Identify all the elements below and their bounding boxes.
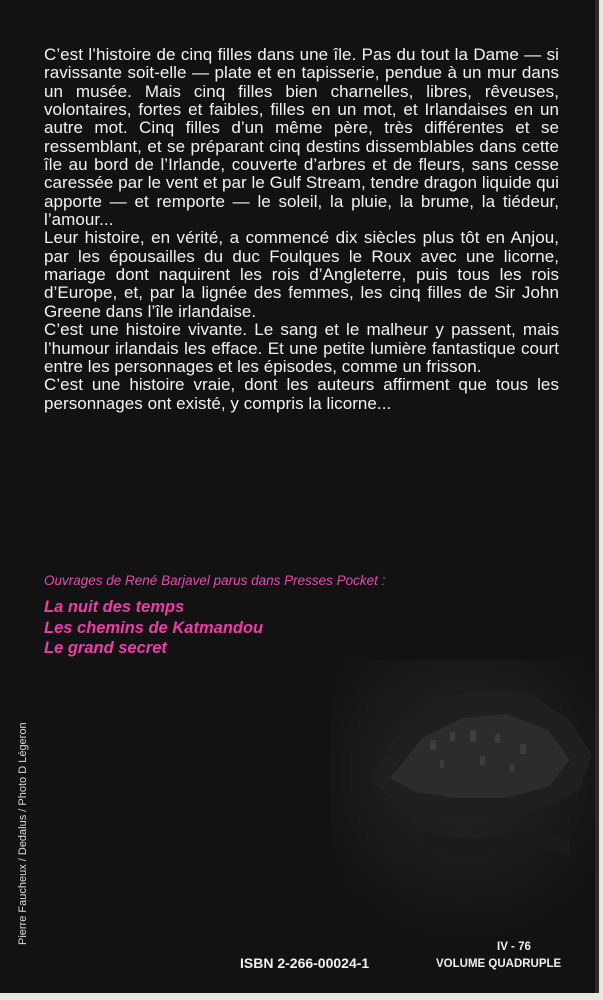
volume-label: VOLUME QUADRUPLE [436, 958, 562, 970]
other-works-list [44, 597, 564, 659]
blurb-paragraph: C’est une histoire vraie, dont les auteurs affirment que tous les personnages ont existé, y compris la licorne... [44, 375, 559, 413]
other-works [44, 573, 564, 659]
work-title: Les chemins de Katmandou [44, 618, 264, 637]
work-title: La nuit des temps [44, 598, 185, 616]
work-title: Le grand secret [44, 639, 167, 657]
blurb-paragraph: C’est l’histoire de cinq filles dans une île. Pas du tout la Dame — si ravissante soit-elle — plate et en tapisserie, pendue à un mur dans un musée. Mais cinq filles bien charnelles, libres, rêveuses, volontaires, fortes et faibles, filles en un mot, et Irlandaises en un autre mot. Cinq filles d’un même père, très différentes et se ressemblant, et se préparant cinq destins dissemblables dans cette île au bord de l’Irlande, couverte d’arbres et de fleurs, sans cesse caressée par le vent et par le Gulf Stream, tendre dragon liquide qui apporte — et remporte — le soleil, la pluie, la brume, la tiédeur, l’amour... [44, 45, 559, 230]
price-code: IV - 76 [497, 941, 531, 953]
blurb-paragraph: C’est une histoire vivante. Le sang et le malheur y passent, mais l’humour irlandais les efface. Et une petite lumière fantastique court entre les personnages et les épisodes, comme un frisson. [44, 320, 559, 376]
blurb-paragraph: Leur histoire, en vérité, a commencé dix siècles plus tôt en Anjou, par les épousailles du duc Foulques le Roux avec une licorne, mariage dont naquirent les rois d’Angleterre, puis tous les rois d’Europe, et, par la lignée des femmes, les cinq filles de Sir John Greene dans l’île irlandaise. [44, 228, 559, 321]
other-works-heading: Ouvrages de René Barjavel parus dans Presses Pocket : [44, 573, 386, 588]
isbn: ISBN 2-266-00024-1 [240, 955, 370, 971]
dark-castle-photo [330, 660, 599, 940]
blurb-text [44, 46, 559, 413]
photo-credit: Pierre Faucheux / Dedalus / Photo D Légeron [17, 722, 29, 945]
